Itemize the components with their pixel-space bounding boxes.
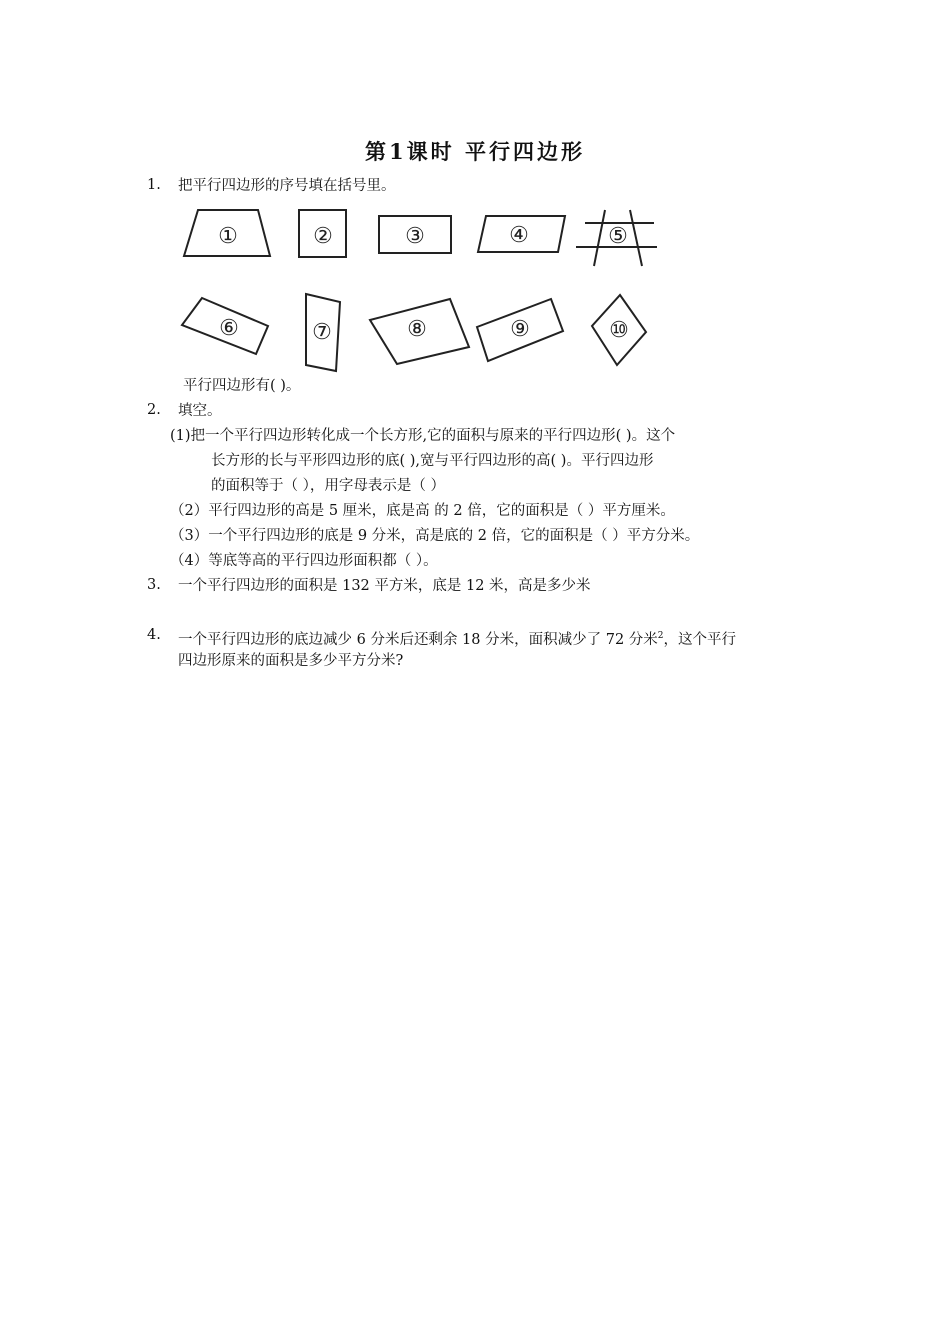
shape-label-10: ⑩ xyxy=(609,318,629,343)
shape-label-3: ③ xyxy=(405,224,425,249)
question-2-part-4: （4）等底等高的平行四边形面积都（ ）。 xyxy=(170,553,438,569)
question-1-answer-line: 平行四边形有( )。 xyxy=(183,378,301,394)
question-2-part-3: （3）一个平行四边形的底是 9 分米，高是底的 2 倍，它的面积是（ ）平方分米。 xyxy=(170,528,700,544)
shape-label-1: ① xyxy=(218,224,238,249)
shape-label-2: ② xyxy=(313,224,333,249)
question-4-text-line-1 xyxy=(178,626,736,650)
shape-label-5: ⑤ xyxy=(608,224,628,249)
squared-superscript: 2 xyxy=(657,631,664,641)
shape-label-8: ⑧ xyxy=(407,317,427,342)
shape-label-6: ⑥ xyxy=(219,316,239,341)
question-3-number: 3. xyxy=(147,577,161,593)
question-2-part-2: （2）平行四边形的高是 5 厘米，底是高 的 2 倍，它的面积是（ ）平方厘米。 xyxy=(170,503,675,519)
question-2-text: 填空。 xyxy=(178,403,222,419)
page-title: 第1课时 平行四边形 xyxy=(365,139,585,164)
shape-label-7: ⑦ xyxy=(312,320,332,345)
question-4-text-part-b: ，这个平行 xyxy=(663,631,737,648)
question-2-number: 2. xyxy=(147,402,161,418)
question-3-text: 一个平行四边形的面积是 132 平方米，底是 12 米，高是多少米 xyxy=(178,578,591,594)
shape-label-4: ④ xyxy=(509,223,529,248)
question-1-number: 1. xyxy=(147,177,161,193)
question-2-part-1-line-2: 长方形的长与平形四边形的底( ),宽与平行四边形的高( )。平行四边形 xyxy=(211,453,654,469)
question-4-text-part-a: 一个平行四边形的底边减少 6 分米后还剩余 18 分米，面积减少了 72 分米 xyxy=(178,631,658,648)
question-1-text: 把平行四边形的序号填在括号里。 xyxy=(178,178,396,194)
question-4-number: 4. xyxy=(147,627,161,643)
shape-label-9: ⑨ xyxy=(510,317,530,342)
question-2-part-1-line-3: 的面积等于（ ），用字母表示是（ ） xyxy=(211,478,445,494)
shape-figures xyxy=(172,198,672,373)
question-4-text-line-2: 四边形原来的面积是多少平方分米? xyxy=(178,653,404,669)
question-2-part-1-line-1: (1)把一个平行四边形转化成一个长方形,它的面积与原来的平行四边形( )。这个 xyxy=(170,428,676,444)
